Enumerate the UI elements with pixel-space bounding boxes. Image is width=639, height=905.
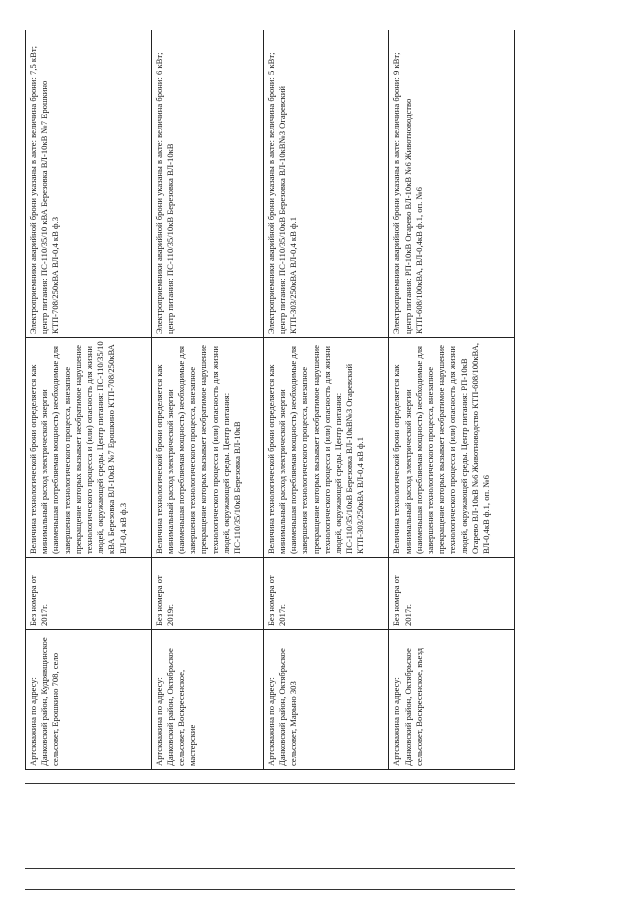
rotated-table-content: [25, 30, 515, 770]
table-row: [389, 30, 515, 770]
rotated-table-wrapper: [25, 30, 515, 770]
horizontal-rule: [25, 868, 515, 869]
address-cell: Артскважина по адресу: Данковский район, Октябрьское сельсовет, Марыно 303: [263, 630, 389, 770]
document-cell: Без номера от 2019г.: [151, 558, 263, 630]
emergency-reserve-cell: Электроприемники аварийной брони указаны в акте: величина брони: 6 кВт; центр питания: ПС-110/35/10кВ Березовка ВЛ-10кВ: [151, 30, 263, 338]
emergency-reserve-cell: Электроприемники аварийной брони указаны в акте: величина брони: 7,5 кВт; центр питания: ПС-110/35/10 кВА Березовка ВЛ-10кВ №7 Ерошкино КТП-708/250кВА ВЛ-0,4 кВ ф.3: [26, 30, 152, 338]
document-cell: Без номера от 2017г.: [263, 558, 389, 630]
address-cell: Артскважина по адресу: Данковский район, Кудрявщинское сельсовет, Ерошкино 708, село: [26, 630, 152, 770]
address-cell: Артскважина по адресу: Данковский район, Октябрьское сельсовет, Воскресенское, мастерские: [151, 630, 263, 770]
address-cell: Артскважина по адресу: Данковский район, Октябрьское сельсовет, Воскресенское, въезд: [389, 630, 515, 770]
table-row: [26, 30, 152, 770]
technological-reserve-cell: Величина технологической брони определяется как минимальный расход электрической энергии (наименьшая потребляемая мощность) необходимые для завершения технологического процесса, внезапное прекращение которых вызывает необратимое нарушение технологического процесса и (или) опасность для жизни людей, окружающей среды. Центр питания: ПС-110/35/10кВ Березовка ВЛ-10кВ№3 Огаревский КТП-303/250кВА ВЛ-0,4 кВ ф.1: [263, 338, 389, 558]
table-row: [263, 30, 389, 770]
emergency-reserve-cell: Электроприемники аварийной брони указаны в акте: величина брони: 5 кВт; центр питания: ПС-110/35/10кВ Березовка ВЛ-10кВ№3 Огаревский КТП-303/250кВА ВЛ-0,4 кВ ф.1: [263, 30, 389, 338]
document-cell: Без номера от 2017г.: [26, 558, 152, 630]
emergency-reserve-cell: Электроприемники аварийной брони указаны в акте: величина брони: 9 кВт; центр питания: РП-10кВ Огаревo ВЛ-10кВ №6 Животноводство КТП-608/100кВА, ВЛ-0,4кВ ф.1, оп. №6: [389, 30, 515, 338]
technological-reserve-cell: Величина технологической брони определяется как минимальный расход электрической энергии (наименьшая потребляемая мощность) необходимые для завершения технологического процесса, внезапное прекращение которых вызывает необратимое нарушение технологического процесса и (или) опасность для жизни людей, окружающей среды. Центр питания: ПС-110/35/10 кВА Березовка ВЛ-10кВ №7 Ерошкино КТП-708/250кВА ВЛ-0,4 кВ ф.3: [26, 338, 152, 558]
technological-reserve-cell: Величина технологической брони определяется как минимальный расход электрической энергии (наименьшая потребляемая мощность) необходимые для завершения технологического процесса, внезапное прекращение которых вызывает необратимое нарушение технологического процесса и (или) опасность для жизни людей, окружающей среды. Центр питания: ПС-110/35/10кВ Березовка ВЛ-10кВ: [151, 338, 263, 558]
table-row: [151, 30, 263, 770]
document-cell: Без номера от 2017г.: [389, 558, 515, 630]
horizontal-rule: [25, 783, 515, 784]
horizontal-rule: [25, 889, 515, 890]
technological-reserve-cell: Величина технологической брони определяется как минимальный расход электрической энергии (наименьшая потребляемая мощность) необходимые для завершения технологического процесса, внезапное прекращение которых вызывает необратимое нарушение технологического процесса и (или) опасность для жизни людей, окружающей среды. Центр питания: РП-10кВ Огаревo ВЛ-10кВ №6 Животноводство КТП-608/100кВА, ВЛ-0,4кВ ф.1, оп. №6: [389, 338, 515, 558]
backup-power-table: [25, 30, 515, 770]
